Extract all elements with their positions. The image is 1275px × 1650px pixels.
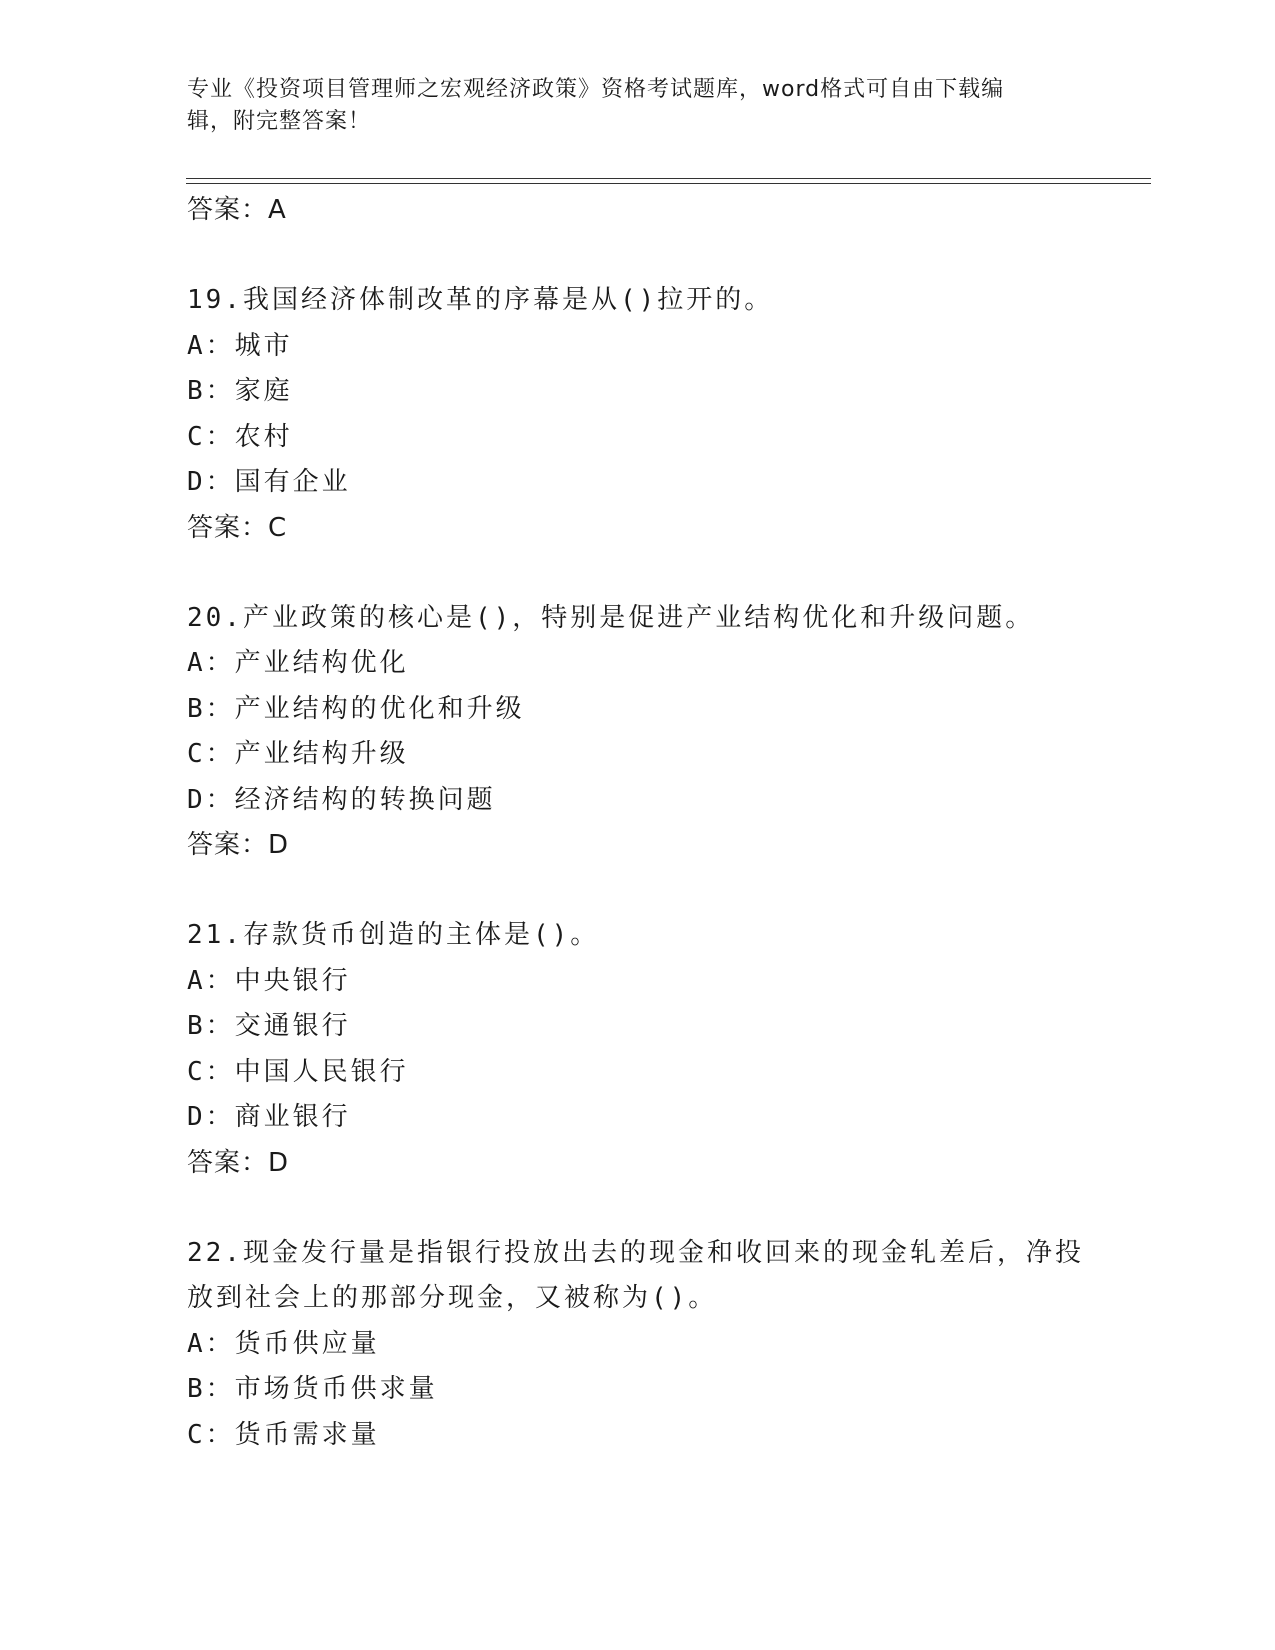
- option-c: C：农村: [187, 421, 293, 452]
- header-divider-top: [186, 178, 1151, 179]
- option-c: C：产业结构升级: [187, 739, 409, 769]
- option-b: B：产业结构的优化和升级: [187, 693, 525, 724]
- option-c: C：中国人民银行: [187, 1056, 409, 1087]
- header-intro-line-2: 辑，附完整答案！: [187, 109, 372, 134]
- spacer: [187, 551, 1087, 596]
- question-block-19: [187, 278, 1087, 551]
- question-text: 19.我国经济体制改革的序幕是从()拉开的。: [187, 285, 774, 315]
- option-a: A：城市: [187, 330, 293, 361]
- answer-line: 答案：D: [187, 830, 290, 860]
- question-block-21: [187, 913, 1087, 1186]
- previous-answer: 答案：A: [187, 195, 287, 225]
- option-b: B：市场货币供求量: [187, 1374, 438, 1404]
- spacer: [187, 233, 1087, 278]
- option-d: D：国有企业: [187, 467, 351, 497]
- header-intro-line-1: 专业《投资项目管理师之宏观经济政策》资格考试题库，word格式可自由下载编: [187, 77, 1005, 102]
- question-block-22: [187, 1231, 1087, 1459]
- option-c: C：货币需求量: [187, 1419, 380, 1450]
- question-text: 21.存款货币创造的主体是()。: [187, 920, 600, 950]
- question-block-20: [187, 596, 1087, 869]
- spacer: [187, 868, 1087, 913]
- answer-line: 答案：C: [187, 512, 288, 543]
- question-text-continued: 放到社会上的那部分现金，又被称为()。: [187, 1283, 718, 1313]
- spacer: [187, 1186, 1087, 1231]
- option-d: D：经济结构的转换问题: [187, 784, 496, 815]
- option-a: A：货币供应量: [187, 1328, 380, 1359]
- question-list: [187, 188, 1087, 1458]
- question-text: 20.产业政策的核心是()，特别是促进产业结构优化和升级问题。: [187, 602, 1035, 633]
- header-divider-bottom: [186, 183, 1151, 184]
- question-text: 22.现金发行量是指银行投放出去的现金和收回来的现金轧差后，净投: [187, 1237, 1084, 1268]
- option-a: A：中央银行: [187, 965, 351, 996]
- answer-line: 答案：D: [187, 1147, 290, 1178]
- option-b: B：交通银行: [187, 1011, 351, 1041]
- option-b: B：家庭: [187, 376, 293, 406]
- option-d: D：商业银行: [187, 1102, 351, 1132]
- document-header: [187, 74, 1087, 138]
- option-a: A：产业结构优化: [187, 648, 409, 678]
